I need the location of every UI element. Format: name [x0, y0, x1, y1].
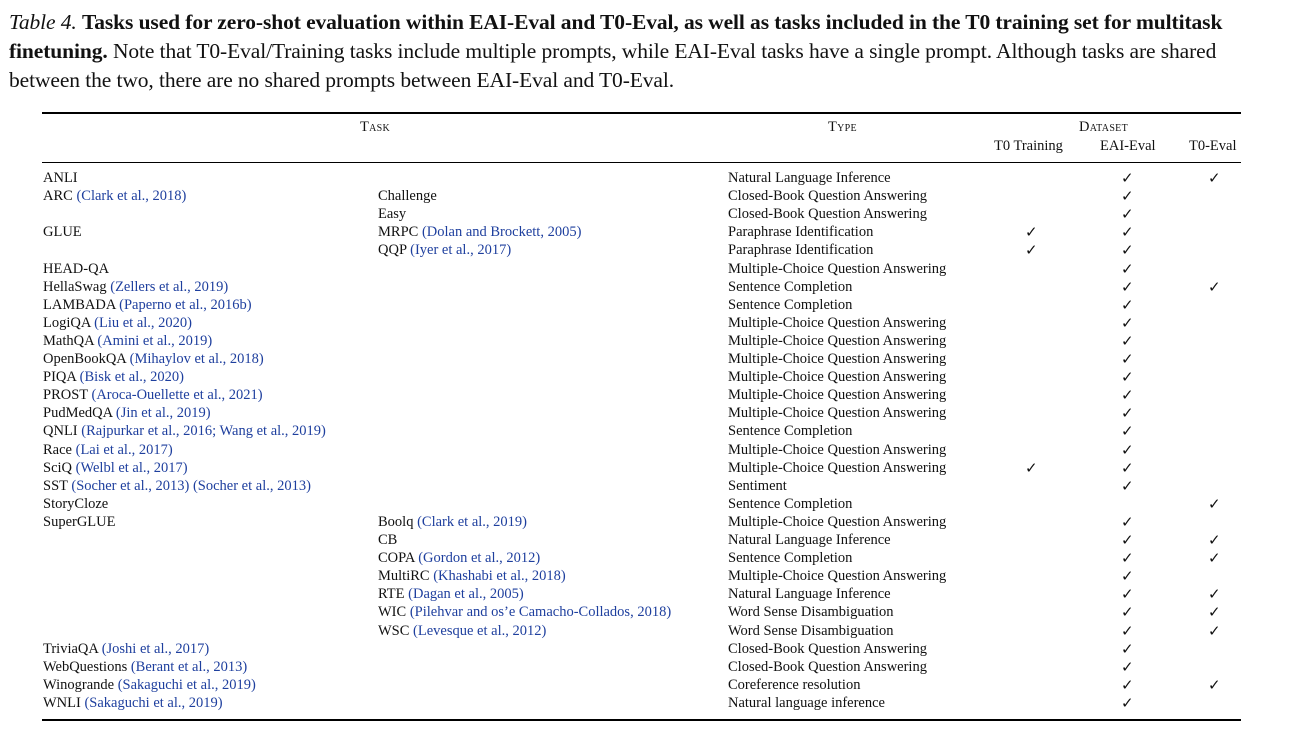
subtask-name: COPA — [378, 550, 415, 567]
task-name-cell — [43, 223, 82, 241]
check-icon: ✓ — [1121, 657, 1134, 676]
check-icon: ✓ — [1121, 603, 1134, 622]
check-icon: ✓ — [1208, 277, 1221, 296]
task-name: SciQ — [43, 459, 72, 476]
task-name-cell — [43, 459, 188, 477]
task-citation-link: (Mihaylov et al., 2018) — [129, 351, 264, 367]
task-name: LogiQA — [43, 314, 91, 331]
check-icon: ✓ — [1121, 476, 1134, 495]
check-icon: ✓ — [1121, 259, 1134, 278]
check-icon: ✓ — [1121, 422, 1134, 441]
subtask-name: Easy — [378, 206, 407, 223]
task-name: TriviaQA — [43, 640, 99, 657]
check-icon: ✓ — [1121, 223, 1134, 242]
subtask-cell — [378, 622, 546, 640]
check-icon: ✓ — [1208, 531, 1221, 549]
subtask-cell — [378, 241, 511, 259]
task-name-cell — [43, 368, 184, 386]
task-name: GLUE — [43, 224, 82, 241]
task-type-cell: Multiple-Choice Question Answering — [728, 260, 947, 277]
task-name-cell — [43, 640, 209, 658]
task-name: ANLI — [43, 170, 78, 186]
check-icon: ✓ — [1121, 350, 1134, 368]
task-name-cell — [43, 332, 212, 350]
check-icon: ✓ — [1025, 458, 1038, 477]
caption-title: Tasks used for zero-shot evaluation within EAI-Eval and T0-Eval, as well as tasks included in the T0 training set for multitask finetuning. — [9, 10, 1223, 63]
task-citation-link: (Liu et al., 2020) — [94, 314, 193, 331]
task-name: WebQuestions — [43, 658, 128, 675]
task-name: ARC — [43, 188, 73, 205]
task-type-cell: Paraphrase Identification — [728, 242, 874, 259]
subtask-name: Boolq — [378, 513, 414, 530]
check-icon: ✓ — [1121, 585, 1134, 604]
check-icon: ✓ — [1121, 277, 1134, 296]
subtask-name: WSC — [378, 622, 410, 639]
caption-label: Table 4. — [9, 10, 77, 34]
header-dataset: Dataset — [1079, 119, 1128, 135]
task-citation-link: (Paperno et al., 2016b) — [119, 296, 252, 313]
header-eai-eval: EAI-Eval — [1100, 138, 1156, 154]
check-icon: ✓ — [1121, 169, 1134, 187]
task-name-cell — [43, 422, 326, 440]
task-citation-link: (Bisk et al., 2020) — [79, 369, 184, 386]
subtask-name: CB — [378, 532, 398, 548]
subtask-cell — [378, 513, 527, 531]
task-name: PROST — [43, 387, 88, 404]
check-icon: ✓ — [1121, 621, 1134, 640]
subtask-cell — [378, 187, 437, 205]
task-citation-link: (Zellers et al., 2019) — [110, 278, 229, 295]
task-name-cell — [43, 260, 109, 278]
table-header-rule — [42, 162, 1241, 163]
check-icon: ✓ — [1121, 331, 1134, 350]
task-type-cell: Closed-Book Question Answering — [728, 640, 927, 657]
task-name-cell — [43, 441, 173, 459]
task-name: Winogrande — [43, 676, 115, 693]
check-icon: ✓ — [1121, 368, 1134, 387]
task-name: StoryCloze — [43, 495, 109, 512]
task-name: Race — [43, 441, 72, 458]
task-type-cell: Sentence Completion — [728, 495, 853, 512]
check-icon: ✓ — [1121, 440, 1134, 459]
check-icon: ✓ — [1121, 313, 1134, 332]
task-type-cell: Natural language inference — [728, 694, 885, 711]
check-icon: ✓ — [1121, 187, 1134, 206]
subtask-cell — [378, 585, 524, 603]
check-icon: ✓ — [1121, 205, 1134, 224]
task-citation-link: (Sakaguchi et al., 2019) — [117, 676, 256, 693]
check-icon: ✓ — [1208, 494, 1221, 513]
task-type-cell: Closed-Book Question Answering — [728, 206, 927, 223]
task-name-cell — [43, 169, 78, 187]
subtask-cell — [378, 223, 581, 241]
task-name-cell — [43, 676, 256, 694]
check-icon: ✓ — [1121, 512, 1134, 531]
task-name: PIQA — [43, 369, 77, 386]
task-type-cell: Multiple-Choice Question Answering — [728, 387, 947, 404]
subtask-citation-link: (Pilehvar and os’e Camacho-Collados, 2018) — [409, 604, 672, 621]
task-name-cell — [43, 694, 223, 712]
task-type-cell: Sentence Completion — [728, 296, 853, 313]
subtask-citation-link: (Iyer et al., 2017) — [410, 242, 512, 259]
task-name-cell — [43, 386, 263, 404]
caption-text: Note that T0-Eval/Training tasks include multiple prompts, while EAI-Eval tasks have a single prompt. Although tasks are shared between the two, there are no shared prompts between EAI-Eval and T0-Eval. — [9, 39, 1217, 92]
subtask-cell — [378, 567, 566, 585]
header-type: Type — [828, 119, 857, 135]
subtask-name: RTE — [378, 586, 405, 603]
task-name-cell — [43, 404, 211, 422]
check-icon: ✓ — [1208, 549, 1221, 568]
check-icon: ✓ — [1121, 295, 1134, 314]
subtask-name: MRPC — [378, 224, 419, 241]
subtask-citation-link: (Khashabi et al., 2018) — [433, 568, 566, 585]
task-type-cell: Coreference resolution — [728, 676, 861, 693]
check-icon: ✓ — [1121, 549, 1134, 568]
task-citation-link: (Welbl et al., 2017) — [75, 459, 188, 476]
task-name: QNLI — [43, 423, 78, 440]
check-icon: ✓ — [1208, 585, 1221, 604]
table-caption — [9, 8, 1289, 95]
check-icon: ✓ — [1121, 386, 1134, 405]
subtask-citation-link: (Levesque et al., 2012) — [413, 622, 547, 639]
task-citation-link: (Sakaguchi et al., 2019) — [84, 694, 223, 711]
subtask-citation-link: (Clark et al., 2019) — [417, 513, 528, 530]
task-type-cell: Word Sense Disambiguation — [728, 604, 894, 621]
task-name: HellaSwag — [43, 278, 107, 295]
check-icon: ✓ — [1121, 639, 1134, 658]
check-icon: ✓ — [1025, 223, 1038, 242]
check-icon: ✓ — [1121, 567, 1134, 586]
task-name-cell — [43, 187, 186, 205]
task-type-cell: Multiple-Choice Question Answering — [728, 369, 947, 386]
task-name-cell — [43, 314, 192, 332]
task-citation-link: (Aroca-Ouellette et al., 2021) — [91, 387, 263, 404]
subtask-cell — [378, 549, 540, 567]
subtask-name: MultiRC — [378, 568, 430, 585]
task-name-cell — [43, 658, 247, 676]
check-icon: ✓ — [1121, 531, 1134, 549]
task-name: OpenBookQA — [43, 351, 126, 367]
check-icon: ✓ — [1121, 675, 1134, 694]
task-type-cell: Multiple-Choice Question Answering — [728, 314, 947, 331]
check-icon: ✓ — [1121, 693, 1134, 712]
subtask-name: WIC — [378, 604, 407, 621]
subtask-cell — [378, 205, 406, 223]
task-name: HEAD-QA — [43, 260, 110, 277]
subtask-name: Challenge — [378, 188, 437, 205]
task-type-cell: Multiple-Choice Question Answering — [728, 351, 947, 367]
check-icon: ✓ — [1025, 241, 1038, 260]
task-type-cell: Natural Language Inference — [728, 170, 891, 186]
task-type-cell: Multiple-Choice Question Answering — [728, 568, 947, 585]
task-citation-link: (Clark et al., 2018) — [76, 188, 187, 205]
task-name-cell — [43, 278, 228, 296]
subtask-cell — [378, 531, 397, 549]
task-citation-link: (Lai et al., 2017) — [75, 441, 173, 458]
task-name-cell — [43, 477, 311, 495]
task-type-cell: Multiple-Choice Question Answering — [728, 441, 947, 458]
task-type-cell: Closed-Book Question Answering — [728, 188, 927, 205]
task-citation-link: (Amini et al., 2019) — [97, 332, 213, 349]
subtask-citation-link: (Dagan et al., 2005) — [408, 586, 524, 603]
task-type-cell: Sentence Completion — [728, 278, 853, 295]
table-top-rule — [42, 112, 1241, 114]
header-task: Task — [360, 119, 391, 135]
task-type-cell: Multiple-Choice Question Answering — [728, 332, 947, 349]
task-name: LAMBADA — [43, 296, 116, 313]
task-citation-link: (Rajpurkar et al., 2016; Wang et al., 2019) — [81, 423, 326, 440]
check-icon: ✓ — [1208, 603, 1221, 622]
table-bottom-rule — [42, 719, 1241, 721]
check-icon: ✓ — [1121, 404, 1134, 423]
task-type-cell: Multiple-Choice Question Answering — [728, 459, 947, 476]
task-type-cell: Natural Language Inference — [728, 532, 891, 548]
task-name: SST — [43, 477, 68, 494]
task-name: PudMedQA — [43, 405, 113, 422]
task-citation-link: (Jin et al., 2019) — [115, 405, 211, 422]
task-type-cell: Multiple-Choice Question Answering — [728, 405, 947, 422]
task-type-cell: Sentence Completion — [728, 550, 853, 567]
check-icon: ✓ — [1208, 169, 1221, 187]
header-t0-eval: T0-Eval — [1189, 138, 1237, 154]
subtask-name: QQP — [378, 242, 407, 259]
task-type-cell: Word Sense Disambiguation — [728, 622, 894, 639]
check-icon: ✓ — [1208, 621, 1221, 640]
task-citation-link: (Socher et al., 2013) (Socher et al., 2013) — [71, 477, 311, 494]
task-type-cell: Sentence Completion — [728, 423, 853, 440]
task-name-cell — [43, 296, 252, 314]
subtask-cell — [378, 603, 671, 621]
check-icon: ✓ — [1121, 458, 1134, 477]
task-type-cell: Paraphrase Identification — [728, 224, 874, 241]
task-name-cell — [43, 350, 264, 368]
header-t0-training: T0 Training — [994, 138, 1063, 154]
check-icon: ✓ — [1121, 241, 1134, 260]
subtask-citation-link: (Gordon et al., 2012) — [418, 550, 541, 567]
task-name: SuperGLUE — [43, 513, 116, 530]
task-citation-link: (Joshi et al., 2017) — [101, 640, 210, 657]
task-citation-link: (Berant et al., 2013) — [130, 658, 248, 675]
task-name: WNLI — [43, 694, 81, 711]
subtask-citation-link: (Dolan and Brockett, 2005) — [421, 224, 582, 241]
task-type-cell: Closed-Book Question Answering — [728, 658, 927, 675]
check-icon: ✓ — [1208, 675, 1221, 694]
task-name-cell — [43, 495, 108, 513]
task-type-cell: Natural Language Inference — [728, 586, 891, 603]
task-name: MathQA — [43, 332, 94, 349]
task-name-cell — [43, 513, 116, 531]
task-type-cell: Multiple-Choice Question Answering — [728, 513, 947, 530]
task-type-cell: Sentiment — [728, 477, 787, 494]
